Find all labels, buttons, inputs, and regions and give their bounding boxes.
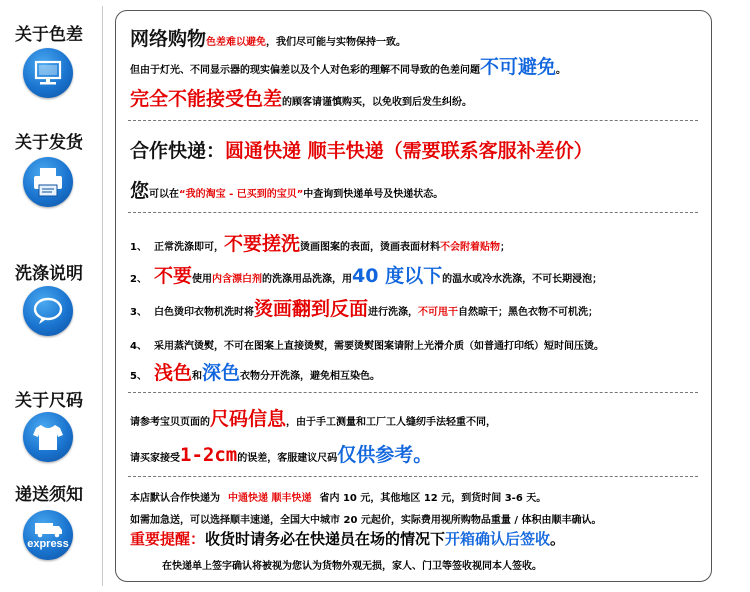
color-unavoidable-emphasis: 不可避免 (480, 56, 557, 78)
sidebar-item-shipping-label: 关于发货 (15, 133, 83, 153)
size-text: 的误差，客服建议尺码 (237, 453, 338, 464)
wash-text: 自然晾干；黑色衣物不可机洗； (458, 307, 599, 318)
rule-number: 2、 (130, 274, 147, 285)
divider (128, 392, 698, 393)
divider (128, 212, 698, 213)
size-text: ，由于手工测量和工厂工人缝纫手法轻重不同， (286, 417, 497, 428)
color-notice-line-2 (130, 52, 566, 79)
color-warning-text: 的顾客请谨慎购买，以免收到后发生纠纷。 (282, 97, 473, 108)
wash-text: 和 (192, 371, 203, 382)
wash-text: 烫画图案的表面，烫画表面材料 (300, 242, 441, 253)
wash-text: 衣物分开洗涤，避免相互染色。 (240, 371, 381, 382)
light-color-emphasis: 浅色 (154, 362, 193, 384)
delivery-line-1 (130, 486, 546, 505)
wash-rule-3 (130, 294, 598, 321)
size-info-emphasis: 尺码信息 (210, 408, 287, 430)
tolerance-emphasis: 1-2cm (180, 444, 238, 466)
wash-red-text: 不可甩干 (418, 307, 459, 318)
express-option-text: 如需加急送，可以选择顺丰速递，全国大中城市 20 元起价，实际费用视所购物品重量 / 体积由顺丰确认。 (130, 515, 602, 526)
tshirt-icon (23, 412, 73, 462)
color-unavoidable-tag: 色差难以避免 (206, 37, 267, 48)
period: 。 (556, 65, 567, 76)
reminder-text: 收货时请务必在快递员在场的情况下 (205, 530, 446, 548)
sidebar-item-delivery-label: 递送须知 (15, 485, 83, 505)
shipping-text-b: 中查询到快递单号及快递状态。 (303, 189, 444, 200)
delivery-line-2 (130, 508, 602, 527)
shipping-you: 您 (130, 180, 150, 202)
color-warning-emphasis: 完全不能接受色差 (130, 88, 283, 110)
sidebar (0, 0, 100, 592)
sidebar-item-washing-label: 洗涤说明 (15, 264, 83, 284)
wash-rule-1 (130, 229, 510, 256)
courier-list: 圆通快递 顺丰快递（需要联系客服补差价） (225, 140, 593, 162)
divider (128, 120, 698, 121)
important-reminder-label: 重要提醒： (130, 530, 206, 548)
wash-rule-5 (130, 358, 380, 385)
rule-number: 3、 (130, 307, 147, 318)
size-line-1 (130, 404, 496, 431)
taobao-path: “我的淘宝 - 已买到的宝贝” (179, 189, 304, 200)
delivery-price-text: 省内 10 元，其他地区 12 元，到货时间 3-6 天。 (319, 493, 547, 504)
wash-rule-2 (130, 261, 602, 288)
express-badge: express (27, 538, 69, 550)
sidebar-item-color-label: 关于色差 (15, 25, 83, 45)
wash-red-text: 不会附着贴物 (440, 242, 501, 253)
reference-only-emphasis: 仅供参考。 (337, 444, 433, 466)
wash-text: 正常洗涤即可， (154, 242, 224, 253)
rule-number: 4、 (130, 341, 147, 352)
express-truck-icon (23, 510, 73, 560)
color-notice-text: ，我们尽可能与实物保持一致。 (266, 37, 407, 48)
wash-text: 使用 (192, 274, 213, 285)
sidebar-item-size-label: 关于尺码 (15, 391, 83, 411)
shipping-text-a: 可以在 (149, 189, 180, 200)
wash-text: 的温水或冷水洗涤，不可长期浸泡； (442, 274, 603, 285)
wash-text: 白色烫印衣物机洗时将 (154, 307, 254, 318)
period: 。 (550, 530, 566, 548)
rule-number: 1、 (130, 242, 147, 253)
color-notice-line-3 (130, 84, 472, 111)
size-line-2 (130, 440, 432, 467)
shipping-line-2 (130, 176, 443, 203)
rule-number: 5、 (130, 371, 147, 382)
default-courier-tag: 中通快递 顺丰快递 (228, 493, 312, 504)
dark-color-emphasis: 深色 (202, 362, 241, 384)
shipping-line-1 (130, 136, 593, 163)
inspect-before-sign-emphasis: 开箱确认后签收 (445, 530, 551, 548)
wash-text: 采用蒸汽烫熨，不可在图案上直接烫熨，需要烫熨图案请附上光滑介质（如普通打印纸）短时间压烫。 (154, 341, 604, 352)
color-notice-line-1 (130, 24, 406, 51)
size-text: 请买家接受 (130, 453, 180, 464)
do-not-emphasis: 不要 (154, 265, 193, 287)
wash-text: 进行洗涤， (368, 307, 419, 318)
delivery-line-4 (162, 554, 542, 573)
delivery-text: 本店默认合作快递为 (130, 493, 220, 504)
sidebar-divider (102, 6, 103, 586)
wash-red-text: 内含漂白剂 (212, 274, 263, 285)
sign-warning-text: 在快递单上签字确认将被视为您认为货物外观无损，家人、门卫等签收视同本人签收。 (162, 561, 542, 572)
size-text: 请参考宝贝页面的 (130, 417, 210, 428)
printer-icon (23, 157, 73, 207)
wash-text: 的洗涤用品洗涤，用 (262, 274, 353, 285)
inside-out-emphasis: 烫画翻到反面 (254, 298, 369, 320)
speech-bubble-icon (23, 286, 73, 336)
divider (128, 476, 698, 477)
color-heading: 网络购物 (130, 28, 207, 50)
color-notice-reason: 但由于灯光、不同显示器的现实偏差以及个人对色彩的理解不同导致的色差问题 (130, 65, 480, 76)
no-scrub-emphasis: 不要搓洗 (224, 233, 301, 255)
monitor-icon (23, 48, 73, 98)
shipping-heading: 合作快递： (130, 140, 226, 162)
delivery-line-3 (130, 528, 565, 549)
temperature-emphasis: 40 度以下 (352, 265, 443, 287)
wash-rule-4 (130, 334, 604, 353)
wash-text: ； (500, 242, 511, 253)
